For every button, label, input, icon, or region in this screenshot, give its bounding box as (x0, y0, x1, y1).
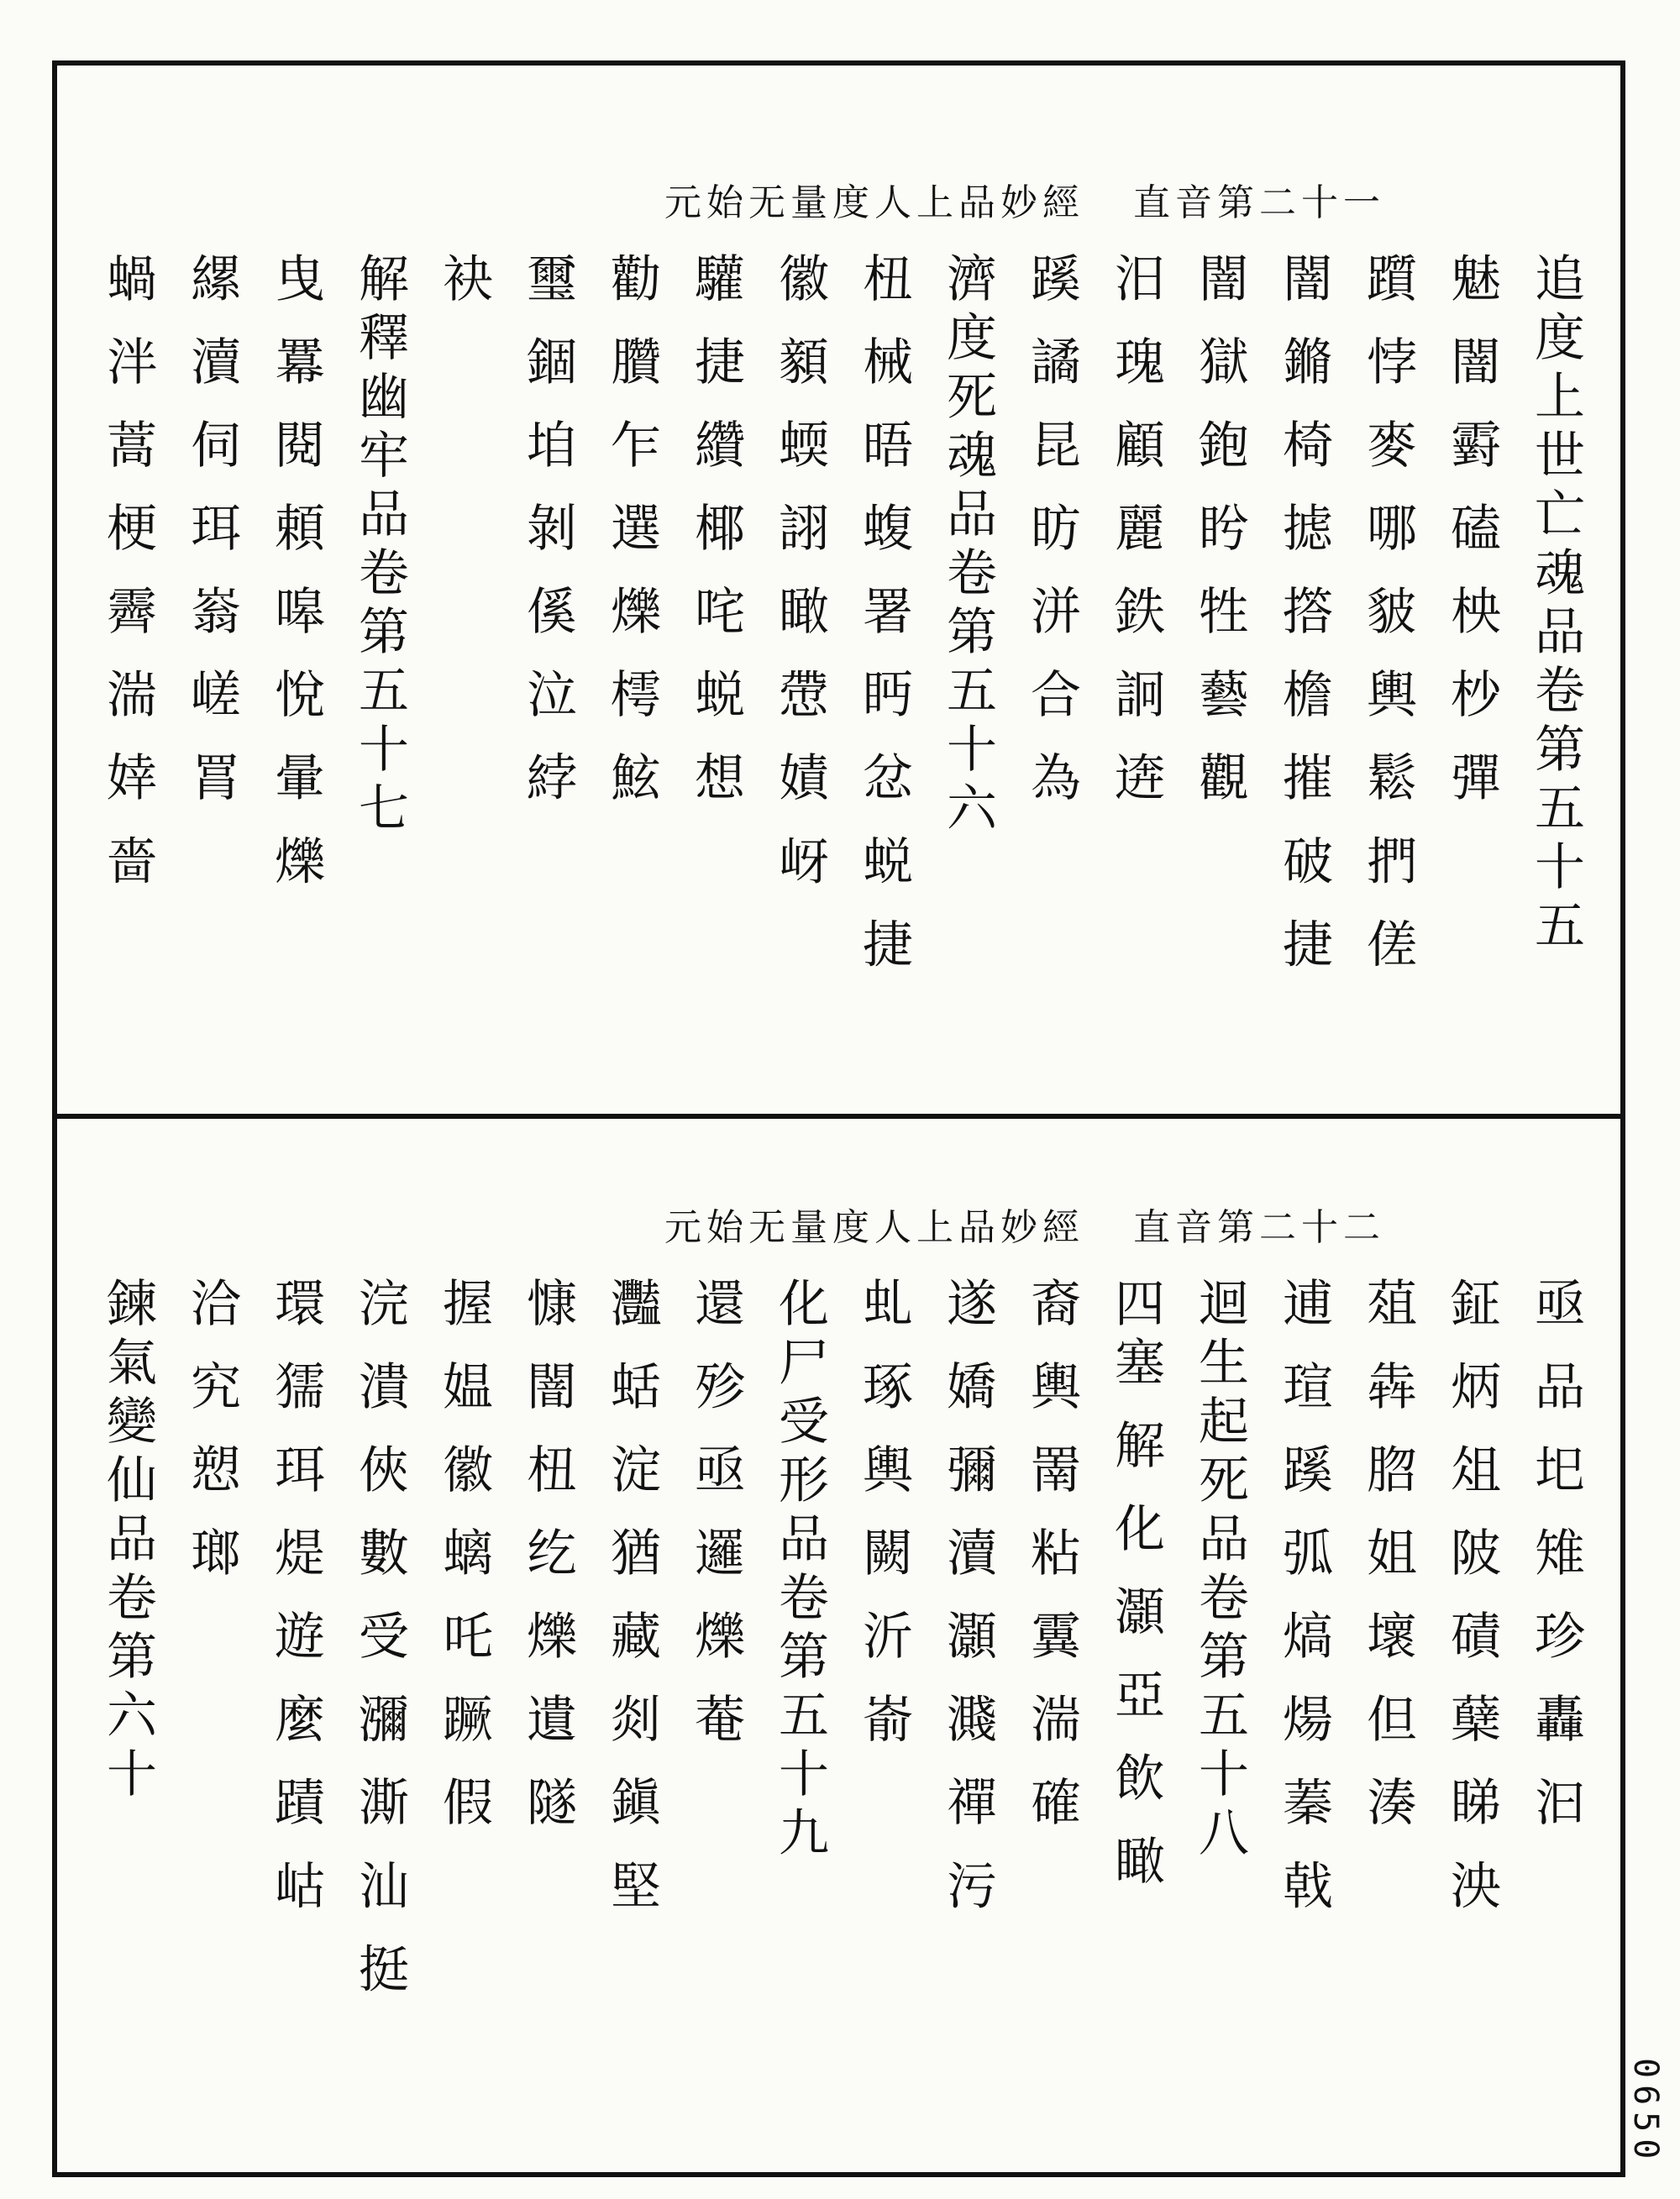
text-column: 追度上世亡魂品卷第五十五 (1526, 252, 1585, 958)
text-column: 遂 嬌 彌 瀆 灝 濺 禪 污 (938, 1277, 997, 1918)
text-column: 杻 械 晤 蝮 署 眄 忿 蜕 捷 (854, 252, 913, 977)
text-column: 解釋幽牢品卷第五十七 (350, 252, 409, 840)
text-column: 縲 瀆 伺 珥 嵡 嵯 罥 (182, 252, 241, 811)
text-column: 勸 臢 乍 選 爍 樗 鮌 (602, 252, 661, 811)
text-column: 虬 琢 輿 闕 沂 嵛 (854, 1277, 913, 1752)
upper-page (84, 172, 1596, 1088)
text-column: 浣 潰 俠 數 受 瀰 澌 汕 挺 (350, 1277, 409, 2002)
text-column: 洽 究 愬 瑯 (182, 1277, 241, 1586)
text-column: 徽 顡 蝡 詡 瞰 慸 嫧 岈 (770, 252, 829, 894)
text-column: 葅 犇 脗 姐 壞 但 湊 (1358, 1277, 1417, 1835)
text-column: 鍊氣變仙品卷第六十 (98, 1277, 157, 1806)
text-column: 裔 輿 罱 粘 霬 湍 確 (1022, 1277, 1081, 1835)
upper-page-header (655, 172, 1394, 226)
text-column: 握 媪 徽 螭 吒 蹶 假 (434, 1277, 493, 1835)
upper-text-columns (84, 252, 1596, 1088)
text-column: 慷 闇 杻 纥 爍 遺 隧 (518, 1277, 577, 1835)
text-column: 璽 錮 垍 剝 傒 泣 綍 (518, 252, 577, 811)
text-column: 袂 (434, 252, 493, 311)
text-column: 化尸受形品卷第五十九 (770, 1277, 829, 1865)
text-column: 環 獳 珥 煶 遊 麼 蹟 岵 (266, 1277, 325, 1918)
text-column: 亟 品 圯 雉 珍 轟 汩 (1526, 1277, 1585, 1835)
upper-header-label: 直音第二十一 (1133, 181, 1385, 224)
lower-text-columns (84, 1277, 1596, 2138)
text-column: 曳 羃 閱 頼 嗥 悅 暈 爍 (266, 252, 325, 894)
text-column: 躓 悖 麥 哪 䝛 輿 鬆 捫 傞 (1358, 252, 1417, 977)
text-column: 迴生起死品卷第五十八 (1190, 1277, 1249, 1865)
text-column: 濟度死魂品卷第五十六 (938, 252, 997, 840)
text-column: 鉦 炳 俎 陂 磧 蘖 睇 泱 (1442, 1277, 1501, 1918)
lower-page (84, 1197, 1596, 2138)
text-column: 灩 蛞 淀 猶 藏 剡 鎭 堅 (602, 1277, 661, 1918)
page-divider (52, 1114, 1625, 1119)
text-column: 蹊 譎 昆 昉 洴 合 為 (1022, 252, 1081, 811)
lower-header-title: 元始无量度人上品妙經 (664, 1206, 1084, 1249)
text-column: 四塞 解 化 灝 亞 飲 瞰 (1106, 1277, 1165, 1894)
text-column: 逋 瑄 蹊 弧 熇 煬 蓁 戟 (1274, 1277, 1333, 1918)
text-column: 汨 瑰 顧 麗 鉄 詗 逩 (1106, 252, 1165, 811)
sheet-number: 0650 (1626, 2057, 1665, 2165)
text-column: 魅 闇 䨴 磕 柍 杪 彈 (1442, 252, 1501, 811)
text-column: 還 殄 亟 邏 爍 菴 (686, 1277, 745, 1752)
text-column: 蝸 泮 蒿 梗 霽 湍 婞 嗇 (98, 252, 157, 894)
upper-header-title: 元始无量度人上品妙經 (664, 181, 1084, 224)
text-column: 驩 捷 纘 椰 咤 蜕 想 (686, 252, 745, 811)
lower-page-header (655, 1197, 1394, 1251)
text-column: 闇 鏅 椅 摅 撘 檐 摧 破 捷 (1274, 252, 1333, 977)
lower-header-label: 直音第二十二 (1133, 1206, 1385, 1249)
text-column: 闇 獄 鉋 盻 牲 藝 觀 (1190, 252, 1249, 811)
